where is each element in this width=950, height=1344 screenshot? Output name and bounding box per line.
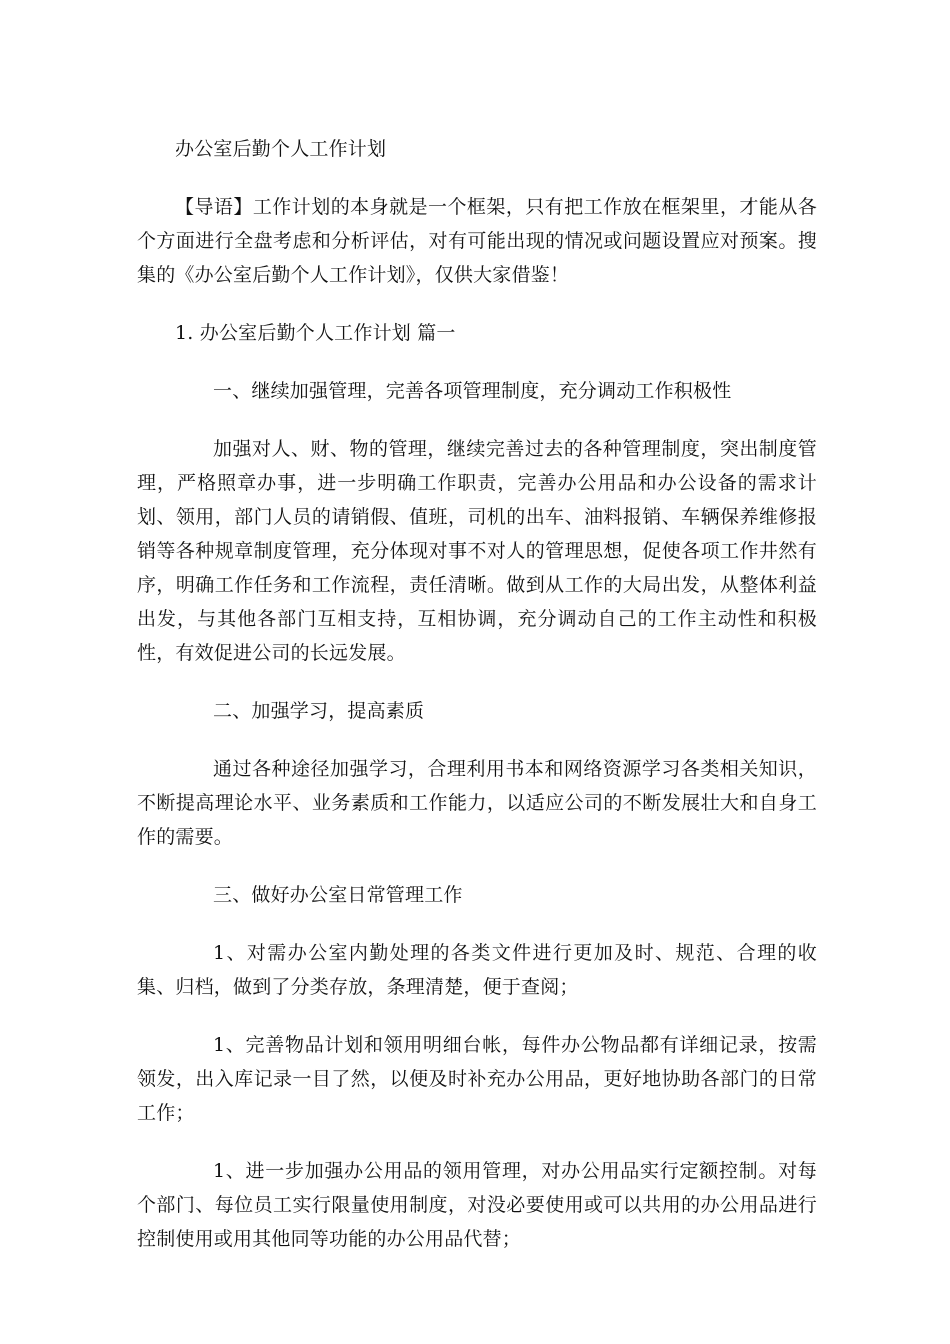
list-item: 1、进一步加强办公用品的领用管理，对办公用品实行定额控制。对每个部门、每位员工实行限量使用制度，对没必要使用或可以共用的办公用品进行控制使用或用其他同等功能的办公用品代替；: [137, 1160, 817, 1250]
document-title: 办公室后勤个人工作计划: [175, 138, 387, 160]
list-item: 1、对需办公室内勤处理的各类文件进行更加及时、规范、合理的收集、归档，做到了分类存放，条理清楚，便于查阅；: [137, 942, 817, 998]
intro-paragraph: 【导语】工作计划的本身就是一个框架，只有把工作放在框架里，才能从各个方面进行全盘考虑和分析评估，对有可能出现的情况或问题设置应对预案。搜集的《办公室后勤个人工作计划》，仅供大家借鉴！: [137, 196, 817, 286]
section-title: 1. 办公室后勤个人工作计划 篇一: [175, 322, 456, 344]
document-body: [137, 132, 817, 1256]
list-item: 1、完善物品计划和领用明细台帐，每件办公物品都有详细记录，按需领发，出入库记录一目了然，以便及时补充办公用品，更好地协助各部门的日常工作；: [137, 1034, 817, 1124]
paragraph-one: 加强对人、财、物的管理，继续完善过去的各种管理制度，突出制度管理，严格照章办事，进一步明确工作职责，完善办公用品和办公设备的需求计划、领用，部门人员的请销假、值班，司机的出车、油料报销、车辆保养维修报销等各种规章制度管理，充分体现对事不对人的管理思想，促使各项工作井然有序，明确工作任务和工作流程，责任清晰。做到从工作的大局出发，从整体利益出发，与其他各部门互相支持，互相协调，充分调动自己的工作主动性和积极性，有效促进公司的长远发展。: [137, 438, 817, 664]
heading-three: 三、做好办公室日常管理工作: [213, 884, 463, 906]
heading-one: 一、继续加强管理，完善各项管理制度，充分调动工作积极性: [213, 380, 732, 402]
heading-two: 二、加强学习，提高素质: [213, 700, 425, 722]
paragraph-two: 通过各种途径加强学习，合理利用书本和网络资源学习各类相关知识，不断提高理论水平、业务素质和工作能力，以适应公司的不断发展壮大和自身工作的需要。: [137, 758, 817, 848]
